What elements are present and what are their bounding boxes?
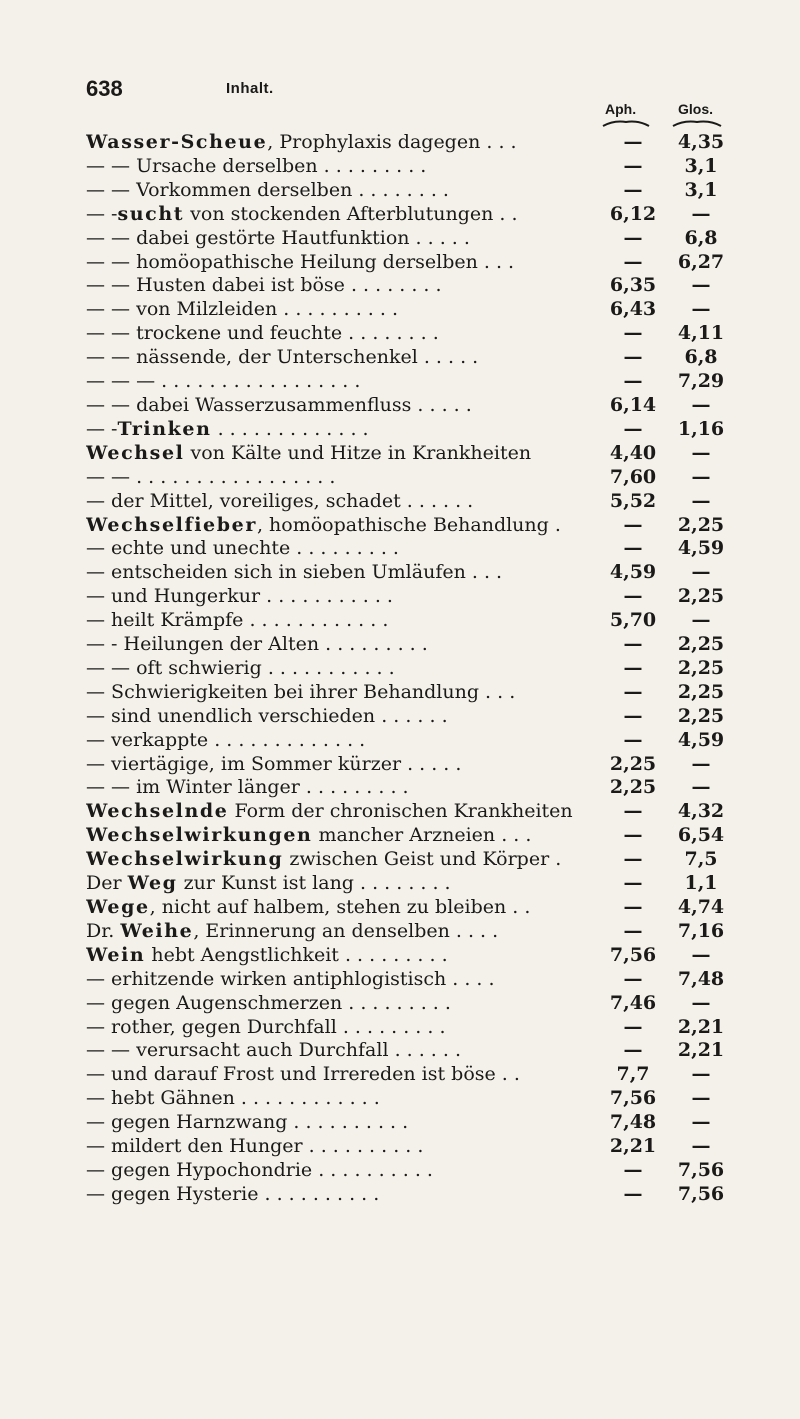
entry-text [86,681,515,705]
entry-glos-reference: — [691,609,711,632]
entry-glos-reference: 2,25 [677,704,725,727]
entry-aph-reference: — [623,896,643,918]
entry-text [86,131,517,155]
entry-text [86,705,448,729]
entry-text [86,1183,379,1207]
entry-description: , nicht auf halbem, stehen zu bleiben . . [149,896,531,918]
entry-aph-reference: — [623,1182,643,1205]
running-head: Inhalt. [226,80,274,97]
entry-text [86,1087,380,1111]
entry-text [86,418,369,442]
index-entry [86,251,726,275]
entry-prefix: Dr. [86,919,121,942]
entry-description: viertägige, im Sommer kürzer . . . . . [111,752,462,775]
entry-glos-reference: 6,8 [684,346,718,369]
entry-glos-reference: 7,29 [677,370,725,393]
index-entry [86,466,726,490]
index-entry [86,920,726,944]
entry-glos-reference: 7,16 [677,919,725,942]
entry-description: von Kälte und Hitze in Krankheiten [184,441,532,464]
entry-glos-reference: — [691,1087,711,1110]
entry-aph-reference: — [623,250,643,273]
entry-keyword: Trinken [117,417,212,440]
entry-prefix: — [86,752,112,775]
entry-prefix: — - [86,417,118,440]
entry-description: . . . . . . . . . . . . . . . . . [136,465,336,488]
entry-aph-reference: 4,59 [609,561,657,584]
index-entry [86,537,726,561]
entry-text [86,633,428,657]
entry-prefix: Der [86,872,128,895]
entry-prefix: — — [86,776,137,799]
entry-text [86,561,502,585]
entry-description: zur Kunst ist lang . . . . . . . . [177,872,451,895]
entry-aph-reference: 4,40 [609,441,657,464]
entry-aph-reference: 7,46 [609,991,657,1014]
entry-glos-reference: 3,1 [684,178,718,201]
entry-glos-reference: — [691,1111,711,1134]
entry-text [86,466,335,490]
entry-text [86,968,495,992]
entry-description: mancher Arzneien . . . [312,824,532,847]
index-entry [86,848,726,872]
index-entry [86,418,726,442]
entry-aph-reference: — [623,633,643,656]
entry-aph-reference: 6,12 [609,202,657,225]
entry-prefix: — [86,680,112,703]
entry-glos-reference: 2,21 [677,1015,725,1038]
entry-glos-reference: — [691,1063,711,1086]
entry-glos-reference: 2,25 [677,633,725,656]
index-entry [86,872,726,896]
entry-text [86,585,393,609]
entry-prefix: — [86,704,112,727]
index-entry [86,824,726,848]
entry-aph-reference: — [623,872,643,895]
entry-aph-reference: — [623,226,643,249]
entry-glos-reference: — [691,489,711,512]
entry-glos-reference: — [691,441,711,464]
entry-text [86,1111,408,1135]
entry-aph-reference: 7,60 [609,465,657,488]
entry-prefix: — [86,1087,112,1110]
entry-description: der Mittel, voreiliges, schadet . . . . . . [111,489,474,512]
entry-description: Ursache derselben . . . . . . . . . [136,154,427,177]
entry-description: echte und unechte . . . . . . . . . [111,537,399,560]
index-entry [86,609,726,633]
entry-description: nässende, der Unterschenkel . . . . . [136,346,479,369]
entry-glos-reference: — [691,202,711,225]
entry-aph-reference: — [623,370,643,393]
index-entry [86,274,726,298]
entry-text [86,1135,423,1159]
entry-text [86,370,360,394]
entry-glos-reference: 6,27 [677,250,725,273]
entry-description: Vorkommen derselben . . . . . . . . [136,178,449,201]
entry-glos-reference: 2,25 [677,680,725,703]
entry-keyword: Wechselfieber [86,513,257,536]
entry-text [86,1063,520,1087]
entry-prefix: — — [86,656,137,679]
entry-aph-reference: — [623,346,643,369]
entry-text [86,514,561,538]
entry-prefix: — [86,1135,112,1158]
entry-glos-reference: 4,32 [677,800,725,823]
entry-keyword: sucht [117,202,185,225]
index-entry [86,298,726,322]
entry-text [86,1159,433,1183]
entry-aph-reference: — [623,680,643,703]
entry-text [86,657,395,681]
entry-text [86,251,514,275]
entry-text [86,776,409,800]
index-entry [86,131,726,155]
entry-prefix: — [86,1111,112,1134]
entry-keyword: Wechsel [86,441,185,464]
entry-text [86,609,388,633]
entry-text [86,1016,446,1040]
entry-glos-reference: 6,8 [684,226,718,249]
entry-prefix: — [86,489,112,512]
entry-description: gegen Hypochondrie . . . . . . . . . . [111,1158,433,1181]
entry-glos-reference: 6,54 [677,824,725,847]
entry-aph-reference: — [623,1039,643,1062]
index-entry [86,1159,726,1183]
index-entry [86,776,726,800]
entry-aph-reference: — [623,728,643,751]
page-number: 638 [86,76,123,101]
entry-text [86,920,498,944]
entry-glos-reference: — [691,752,711,775]
entry-prefix: — [86,561,112,584]
entry-prefix: — — [86,250,137,273]
entry-keyword: Weihe [120,919,194,942]
entry-prefix: — — [86,178,137,201]
entry-description: hebt Gähnen . . . . . . . . . . . . [111,1087,380,1110]
entry-text [86,944,448,968]
entry-glos-reference: 7,56 [677,1158,725,1181]
entry-glos-reference: 4,11 [677,322,725,345]
entry-prefix: — — [86,226,137,249]
entry-glos-reference: 1,16 [677,417,725,440]
entry-description: verursacht auch Durchfall . . . . . . [136,1039,462,1062]
entry-aph-reference: — [623,178,643,201]
index-entry [86,442,726,466]
index-entry [86,370,726,394]
index-entry [86,681,726,705]
entry-aph-reference: 5,70 [609,609,657,632]
entry-prefix: — — [86,322,137,345]
entry-description: gegen Hysterie . . . . . . . . . . [111,1182,380,1205]
entry-text [86,227,470,251]
entry-glos-reference: 3,1 [684,154,718,177]
entry-description: sind unendlich verschieden . . . . . . [111,704,448,727]
entry-aph-reference: — [623,417,643,440]
entry-keyword: Wein [86,943,146,966]
entry-glos-reference: — [691,274,711,297]
entry-glos-reference: 2,25 [677,513,725,536]
entry-aph-reference: — [623,585,643,608]
entry-glos-reference: — [691,776,711,799]
index-entry [86,992,726,1016]
index-entry [86,729,726,753]
index-entry [86,1135,726,1159]
entry-aph-reference: — [623,513,643,536]
index-entry [86,800,726,824]
index-entry [86,1087,726,1111]
entry-prefix: — [86,1158,112,1181]
entry-aph-reference: — [623,322,643,345]
entry-prefix: — [86,537,112,560]
entry-prefix: — [86,1182,112,1205]
entry-prefix: — — [86,465,137,488]
entry-description: Husten dabei ist böse . . . . . . . . [136,274,442,297]
index-entry [86,753,726,777]
entry-text [86,800,573,824]
entry-description: und Hungerkur . . . . . . . . . . . [111,585,393,608]
entry-prefix: — — [86,154,137,177]
entry-text [86,729,365,753]
entry-prefix: — — [86,346,137,369]
entry-description: gegen Augenschmerzen . . . . . . . . . [111,991,451,1014]
index-entry [86,322,726,346]
entry-prefix: — [86,728,112,751]
entry-description: oft schwierig . . . . . . . . . . . [136,656,395,679]
entry-description: , homöopathische Behandlung . [256,513,561,536]
entry-glos-reference: — [691,1135,711,1158]
entry-text [86,1039,461,1063]
entry-description: hebt Aengstlichkeit . . . . . . . . . [145,943,448,966]
index-entry [86,944,726,968]
entry-glos-reference: — [691,943,711,966]
entry-glos-reference: — [691,561,711,584]
entry-description: heilt Krämpfe . . . . . . . . . . . . [111,609,389,632]
entry-description: von stockenden Afterblutungen . . [184,202,518,225]
index-entry [86,585,726,609]
entry-description: mildert den Hunger . . . . . . . . . . [111,1135,424,1158]
entry-text [86,490,473,514]
entry-glos-reference: — [691,465,711,488]
entry-text [86,537,399,561]
entry-description: trockene und feuchte . . . . . . . . [136,322,439,345]
entry-description: und darauf Frost und Irrereden ist böse . . [111,1063,520,1086]
entry-text [86,322,439,346]
entry-aph-reference: 6,43 [609,298,657,321]
entry-description: zwischen Geist und Körper . [283,848,562,871]
entry-aph-reference: 6,14 [609,393,657,416]
entry-description: - Heilungen der Alten . . . . . . . . . [111,633,428,656]
index-entry [86,561,726,585]
index-entry [86,394,726,418]
index-entry [86,155,726,179]
entry-keyword: Wasser-Scheue [86,131,268,153]
entry-description: , Prophylaxis dagegen . . . [267,131,517,153]
entry-aph-reference: — [623,1015,643,1038]
index-entries [86,131,726,1207]
entry-prefix: — [86,1015,112,1038]
column-brace-glos [672,119,722,127]
entry-glos-reference: — [691,991,711,1014]
entry-aph-reference: 2,25 [609,776,657,799]
entry-prefix: — — [86,393,137,416]
index-entry [86,179,726,203]
entry-glos-reference: — [691,298,711,321]
column-header-glos: Glos. [678,101,714,117]
entry-aph-reference: 2,25 [609,752,657,775]
entry-aph-reference: — [623,656,643,679]
entry-text [86,346,478,370]
entry-aph-reference: 7,56 [609,1087,657,1110]
entry-aph-reference: 2,21 [609,1135,657,1158]
entry-aph-reference: — [623,537,643,560]
entry-text [86,848,561,872]
entry-text [86,394,472,418]
entry-description: Form der chronischen Krankheiten [228,800,573,823]
entry-description: von Milzleiden . . . . . . . . . . [136,298,398,321]
index-entry [86,1016,726,1040]
index-entry [86,968,726,992]
entry-aph-reference: — [623,704,643,727]
entry-aph-reference: — [623,1158,643,1181]
entry-text [86,298,398,322]
entry-text [86,442,531,466]
entry-text [86,203,518,227]
entry-description: verkappte . . . . . . . . . . . . . [111,728,366,751]
entry-aph-reference: — [623,154,643,177]
entry-aph-reference: — [623,967,643,990]
entry-prefix: — [86,991,112,1014]
index-entry [86,346,726,370]
entry-aph-reference: — [623,848,643,871]
entry-aph-reference: 5,52 [609,489,657,512]
entry-prefix: — [86,967,112,990]
index-entry [86,705,726,729]
entry-description: . . . . . . . . . . . . . . . . . [161,370,361,393]
entry-description: dabei Wasserzusammenfluss . . . . . [136,393,472,416]
entry-description: , Erinnerung an denselben . . . . [193,919,499,942]
entry-prefix: — [86,585,112,608]
entry-prefix: — [86,633,112,656]
entry-text [86,872,451,896]
entry-aph-reference: — [623,131,643,153]
index-entry [86,1039,726,1063]
entry-aph-reference: 7,7 [616,1063,650,1086]
index-entry [86,514,726,538]
entry-glos-reference: 7,5 [684,848,718,871]
entry-aph-reference: 6,35 [609,274,657,297]
entry-glos-reference: 4,35 [677,131,725,153]
entry-prefix: — - [86,202,118,225]
entry-text [86,155,426,179]
entry-aph-reference: 7,56 [609,943,657,966]
entry-keyword: Wechselwirkungen [86,824,313,847]
index-entry [86,1063,726,1087]
entry-glos-reference: 7,48 [677,967,725,990]
entry-description: entscheiden sich in sieben Umläufen . . . [111,561,503,584]
entry-aph-reference: 7,48 [609,1111,657,1134]
entry-text [86,274,442,298]
entry-glos-reference: 1,1 [684,872,718,895]
entry-glos-reference: 4,74 [677,896,725,918]
entry-keyword: Weg [127,872,178,895]
entry-description: erhitzende wirken antiphlogistisch . . . . [111,967,495,990]
entry-glos-reference: 2,25 [677,656,725,679]
entry-text [86,753,461,777]
entry-keyword: Wechselwirkung [86,848,284,871]
entry-keyword: Wege [86,896,150,918]
entry-prefix: — — [86,298,137,321]
entry-description: homöopathische Heilung derselben . . . [136,250,515,273]
entry-glos-reference: 7,56 [677,1182,725,1205]
entry-text [86,992,451,1016]
index-entry [86,203,726,227]
entry-glos-reference: 4,59 [677,537,725,560]
entry-glos-reference: — [691,393,711,416]
entry-aph-reference: — [623,800,643,823]
entry-text [86,179,449,203]
index-entry [86,1111,726,1135]
index-entry [86,1183,726,1207]
entry-glos-reference: 4,59 [677,728,725,751]
entry-prefix: — — [86,1039,137,1062]
entry-text [86,824,531,848]
column-header-aph: Aph. [605,101,637,117]
index-entry [86,490,726,514]
entry-prefix: — — [86,274,137,297]
index-entry [86,657,726,681]
entry-description: im Winter länger . . . . . . . . . [136,776,409,799]
entry-description: gegen Harnzwang . . . . . . . . . . [111,1111,409,1134]
index-entry [86,227,726,251]
entry-description: Schwierigkeiten bei ihrer Behandlung . . . [111,680,516,703]
column-brace-aph [602,119,650,127]
entry-description: rother, gegen Durchfall . . . . . . . . . [111,1015,446,1038]
entry-prefix: — [86,609,112,632]
entry-glos-reference: 2,25 [677,585,725,608]
entry-keyword: Wechselnde [86,800,229,823]
entry-aph-reference: — [623,919,643,942]
entry-description: dabei gestörte Hautfunktion . . . . . [136,226,470,249]
entry-description: . . . . . . . . . . . . . [211,417,369,440]
index-entry [86,633,726,657]
entry-prefix: — — — [86,370,162,393]
entry-aph-reference: — [623,824,643,847]
index-entry [86,896,726,920]
entry-glos-reference: 2,21 [677,1039,725,1062]
entry-prefix: — [86,1063,112,1086]
entry-text [86,896,530,920]
